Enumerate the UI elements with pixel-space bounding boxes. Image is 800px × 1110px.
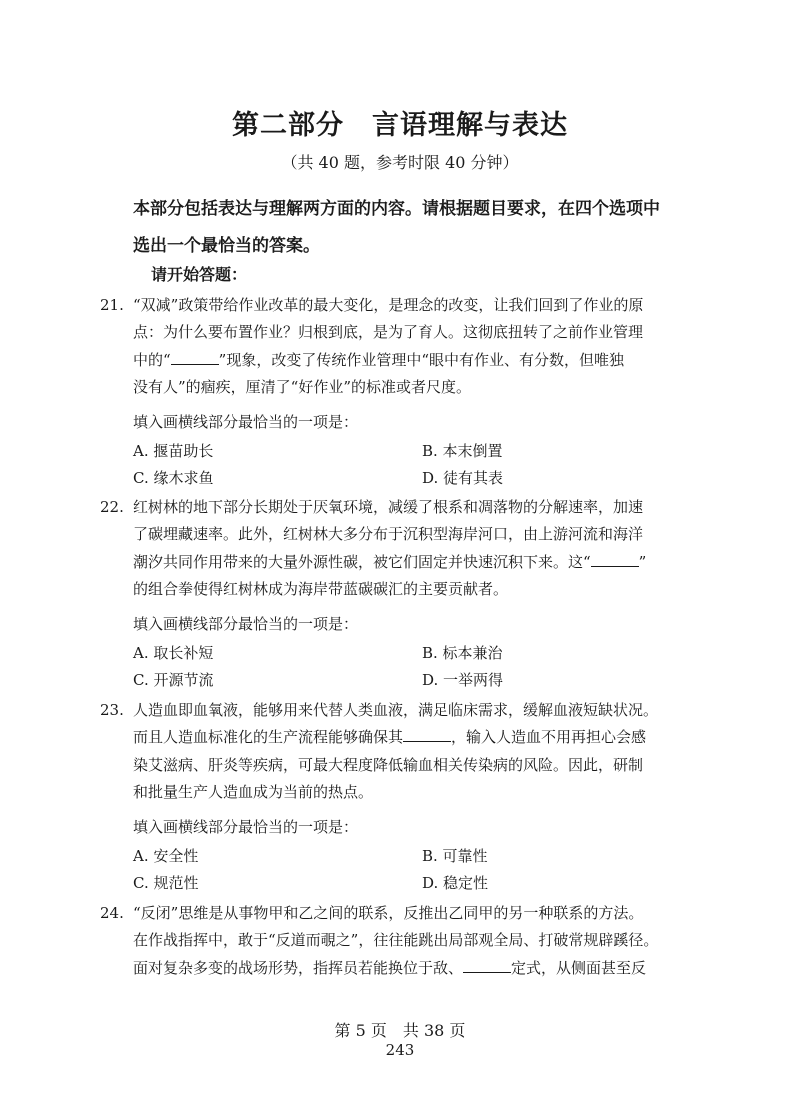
intro-line-1: 本部分包括表达与理解两方面的内容。请根据题目要求，在四个选项中 bbox=[133, 199, 660, 219]
fill-blank bbox=[403, 727, 451, 742]
stem-line: 的组合拳使得红树林成为海岸带蓝碳碳汇的主要贡献者。 bbox=[133, 579, 509, 598]
question-stem bbox=[133, 900, 700, 982]
option-b: B. 本末倒置 bbox=[422, 442, 503, 460]
option-a: A. 取长补短 bbox=[133, 644, 214, 662]
option-a: A. 揠苗助长 bbox=[133, 442, 214, 460]
option-a: A. 安全性 bbox=[133, 847, 199, 865]
stem-line: “反闭”思维是从事物甲和乙之间的联系，反推出乙同甲的另一种联系的方法。 bbox=[133, 904, 644, 922]
question-number: 22. bbox=[100, 498, 124, 516]
stem-line: 人造血即血氧液，能够用来代替人类血液，满足临床需求，缓解血液短缺状况。 bbox=[133, 701, 659, 719]
stem-line: 潮汐共同作用带来的大量外源性碳，被它们固定并快速沉积下来。这“ ” bbox=[133, 552, 647, 571]
section-name: 言语理解与表达 bbox=[372, 110, 568, 141]
section-title bbox=[0, 103, 800, 142]
stem-line: 面对复杂多变的战场形势，指挥员若能换位于敌、 定式，从侧面甚至反 bbox=[133, 958, 647, 977]
part-label: 第二部分 bbox=[232, 110, 344, 141]
stem-line: 中的“ ”现象，改变了传统作业管理中“眼中有作业、有分数，但唯独 bbox=[133, 350, 625, 369]
stem-line: 了碳埋藏速率。此外，红树林大多分布于沉积型海岸河口，由上游河流和海洋 bbox=[133, 525, 644, 544]
option-d: D. 稳定性 bbox=[422, 874, 489, 892]
page-number: 243 bbox=[385, 1041, 415, 1059]
stem-line: 红树林的地下部分长期处于厌氧环境，减缓了根系和凋落物的分解速率，加速 bbox=[133, 498, 644, 516]
stem-line: 染艾滋病、肝炎等疾病，可最大程度降低输血相关传染病的风险。因此，研制 bbox=[133, 755, 644, 774]
stem-line: 没有人”的痼疾，厘清了“好作业”的标准或者尺度。 bbox=[133, 377, 472, 396]
question-number: 23. bbox=[100, 701, 124, 719]
option-b: B. 标本兼治 bbox=[422, 644, 503, 662]
fill-blank bbox=[591, 552, 639, 567]
option-d: D. 一举两得 bbox=[422, 671, 504, 689]
fill-blank bbox=[463, 958, 511, 973]
question-prompt: 填入画横线部分最恰当的一项是： bbox=[133, 413, 359, 431]
stem-line: 点：为什么要布置作业？归根到底，是为了育人。这彻底扭转了之前作业管理 bbox=[133, 323, 644, 342]
intro-text bbox=[133, 191, 693, 265]
question-stem bbox=[133, 494, 700, 603]
question-stem bbox=[133, 697, 700, 806]
intro-line-2: 选出一个最恰当的答案。 bbox=[133, 236, 320, 256]
stem-line: “双减”政策带给作业改革的最大变化，是理念的改变，让我们回到了作业的原 bbox=[133, 296, 644, 314]
option-c: C. 缘木求鱼 bbox=[133, 469, 214, 487]
option-d: D. 徒有其表 bbox=[422, 469, 504, 487]
fill-blank bbox=[171, 350, 219, 365]
option-c: C. 规范性 bbox=[133, 874, 199, 892]
question-stem bbox=[133, 292, 700, 401]
section-subtitle: （共 40 题，参考时限 40 分钟） bbox=[281, 153, 519, 172]
question-number: 21. bbox=[100, 296, 124, 314]
page-indicator: 第 5 页 共 38 页 bbox=[334, 1021, 466, 1040]
question-prompt: 填入画横线部分最恰当的一项是： bbox=[133, 818, 359, 836]
option-c: C. 开源节流 bbox=[133, 671, 214, 689]
question-prompt: 填入画横线部分最恰当的一项是： bbox=[133, 615, 359, 633]
start-instruction: 请开始答题： bbox=[151, 265, 248, 284]
question-number: 24. bbox=[100, 904, 124, 922]
stem-line: 和批量生产人造血成为当前的热点。 bbox=[133, 782, 374, 801]
option-b: B. 可靠性 bbox=[422, 847, 488, 865]
stem-line: 在作战指挥中，敢于“反道而覗之”，往往能跳出局部观全局、打破常规辟蹊径。 bbox=[133, 931, 659, 950]
stem-line: 而且人造血标准化的生产流程能够确保其 ，输入人造血不用再担心会感 bbox=[133, 728, 647, 747]
